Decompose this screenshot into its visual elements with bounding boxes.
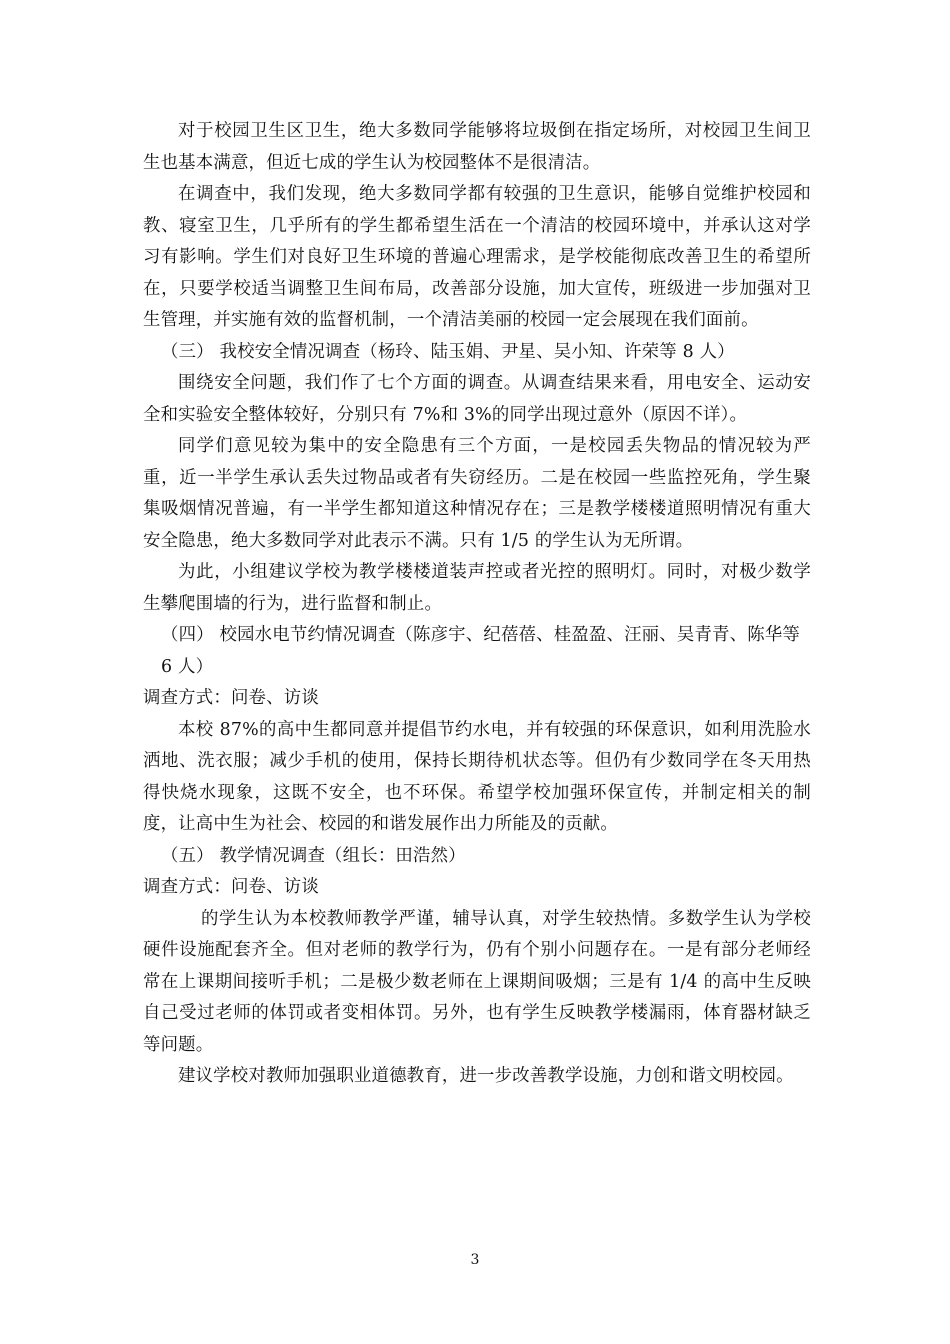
- section-heading-teaching-survey: （五） 教学情况调查（组长：田浩然）: [161, 845, 466, 866]
- paragraph-safety-suggestions: 为此，小组建议学校为教学楼楼道装声控或者光控的照明灯。同时，对极少数学生攀爬围墙的行为，进行监督和制止。: [143, 562, 811, 614]
- section-heading-safety-survey: （三） 我校安全情况调查（杨玲、陆玉娟、尹星、吴小知、许荣等 8 人）: [161, 341, 735, 362]
- survey-method-teaching: 调查方式：问卷、访谈: [143, 877, 319, 897]
- survey-method-utility: 调查方式：问卷、访谈: [143, 688, 319, 708]
- paragraph-utility-findings: 本校 87%的高中生都同意并提倡节约水电，并有较强的环保意识，如利用洗脸水洒地、洗衣服；减少手机的使用，保持长期待机状态等。但仍有少数同学在冬天用热得快烧水现象，这既不安全，也不环保。希望学校加强环保宣传，并制定相关的制度，让高中生为社会、校园的和谐发展作出力所能及的贡献。: [143, 719, 811, 834]
- paragraph-hygiene-findings: 在调查中，我们发现，绝大多数同学都有较强的卫生意识，能够自觉维护校园和教、寝室卫生，几乎所有的学生都希望生活在一个清洁的校园环境中，并承认这对学习有影响。学生们对良好卫生环境的普遍心理需求，是学校能彻底改善卫生的希望所在，只要学校适当调整卫生间布局，改善部分设施，加大宣传，班级进一步加强对卫生管理，并实施有效的监督机制，一个清洁美丽的校园一定会展现在我们面前。: [143, 184, 811, 330]
- section-heading-utility-saving-survey: （四） 校园水电节约情况调查（陈彦宇、纪蓓蓓、桂盈盈、汪丽、吴青青、陈华等 6 人）: [161, 625, 800, 677]
- paragraph-safety-hazards: 同学们意见较为集中的安全隐患有三个方面，一是校园丢失物品的情况较为严重，近一半学生承认丢失过物品或者有失窃经历。二是在校园一些监控死角，学生聚集吸烟情况普遍，有一半学生都知道这种情况存在；三是教学楼楼道照明情况有重大安全隐患，绝大多数同学对此表示不满。只有 1/5 的学生认为无所谓。: [143, 436, 811, 551]
- page-number: 3: [470, 1252, 480, 1268]
- paragraph-teaching-suggestions: 建议学校对教师加强职业道德教育，进一步改善教学设施，力创和谐文明校园。: [178, 1066, 794, 1086]
- paragraph-safety-overview: 围绕安全问题，我们作了七个方面的调查。从调查结果来看，用电安全、运动安全和实验安全整体较好，分别只有 7%和 3%的同学出现过意外（原因不详）。: [143, 373, 811, 425]
- paragraph-campus-hygiene-summary: 对于校园卫生区卫生，绝大多数同学能够将垃圾倒在指定场所，对校园卫生间卫生也基本满意，但近七成的学生认为校园整体不是很清洁。: [143, 121, 811, 173]
- paragraph-teaching-findings: 的学生认为本校教师教学严谨，辅导认真，对学生较热情。多数学生认为学校硬件设施配套齐全。但对老师的教学行为，仍有个别小问题存在。一是有部分老师经常在上课期间接听手机；二是极少数老师在上课期间吸烟；三是有 1/4 的高中生反映自己受过老师的体罚或者变相体罚。另外，也有学生反映教学楼漏雨，体育器材缺乏等问题。: [143, 908, 811, 1055]
- page-body: [143, 116, 811, 1093]
